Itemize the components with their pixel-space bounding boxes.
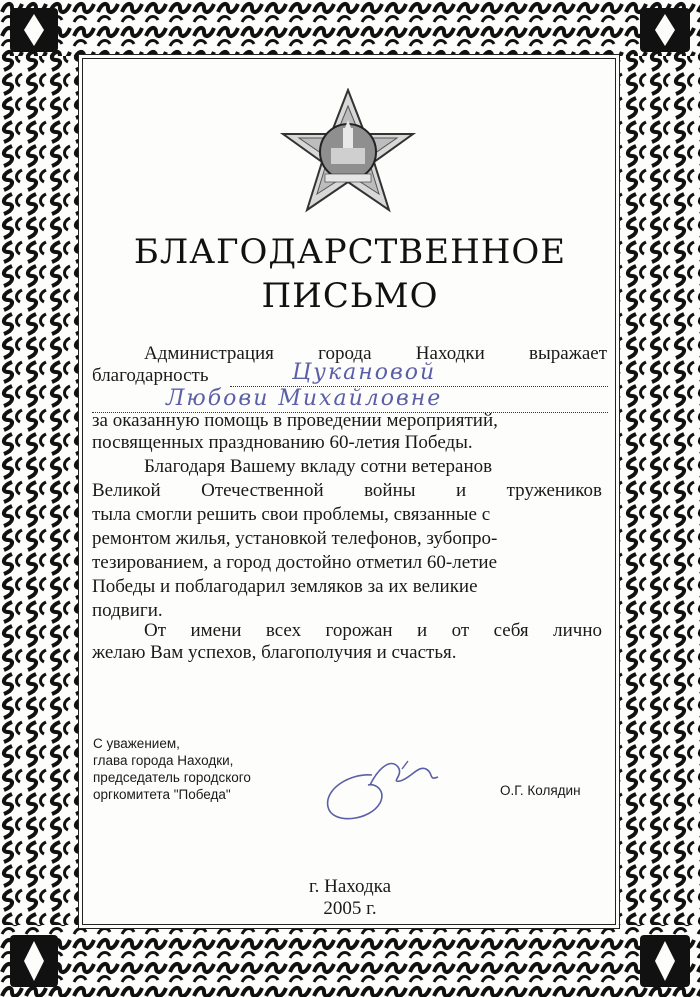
handwritten-signature <box>310 755 460 835</box>
para3-line-1: От имени всех горожан и от себя лично <box>144 620 602 641</box>
para2-line-3: тыла смогли решить свои проблемы, связанные с <box>92 504 491 525</box>
para1-line-4: посвященных празднованию 60-летия Победы. <box>92 432 473 453</box>
para3-line-2: желаю Вам успехов, благополучия и счастья. <box>92 642 457 663</box>
para2-line-6: Победы и поблагодарил земляков за их великие <box>92 576 478 597</box>
para2-line-5: тезированием, а город достойно отметил 60-летие <box>92 552 498 573</box>
order-of-victory-icon <box>273 88 423 218</box>
para1-line-3: за оказанную помощь в проведении мероприятий, <box>92 410 498 431</box>
closing-block <box>93 735 251 803</box>
closing-line-1: С уважением, <box>93 736 180 751</box>
closing-line-3: председатель городского <box>93 770 251 785</box>
para1-line-2-prefix: благодарность <box>92 365 209 386</box>
para2-line-4: ремонтом жилья, установкой телефонов, зубопро- <box>92 528 498 549</box>
signer-name: О.Г. Колядин <box>500 783 581 798</box>
closing-line-4: оргкомитета "Победа" <box>93 787 231 802</box>
para2-line-2: Великой Отечественной войны и тружеников <box>92 480 602 501</box>
recipient-surname: Цукановой <box>292 360 437 385</box>
year: 2005 г. <box>323 898 377 919</box>
title-line-1: БЛАГОДАРСТВЕННОЕ <box>133 232 567 272</box>
para2-line-7: подвиги. <box>92 600 163 621</box>
para2-line-1: Благодаря Вашему вкладу сотни ветеранов <box>144 456 493 477</box>
para1-line-1: Администрация города Находки выражает <box>144 343 607 364</box>
title-line-2: ПИСЬМО <box>261 276 439 316</box>
place: г. Находка <box>308 876 392 897</box>
recipient-name: Любови Михайловне <box>166 386 443 411</box>
closing-line-2: глава города Находки, <box>93 753 234 768</box>
